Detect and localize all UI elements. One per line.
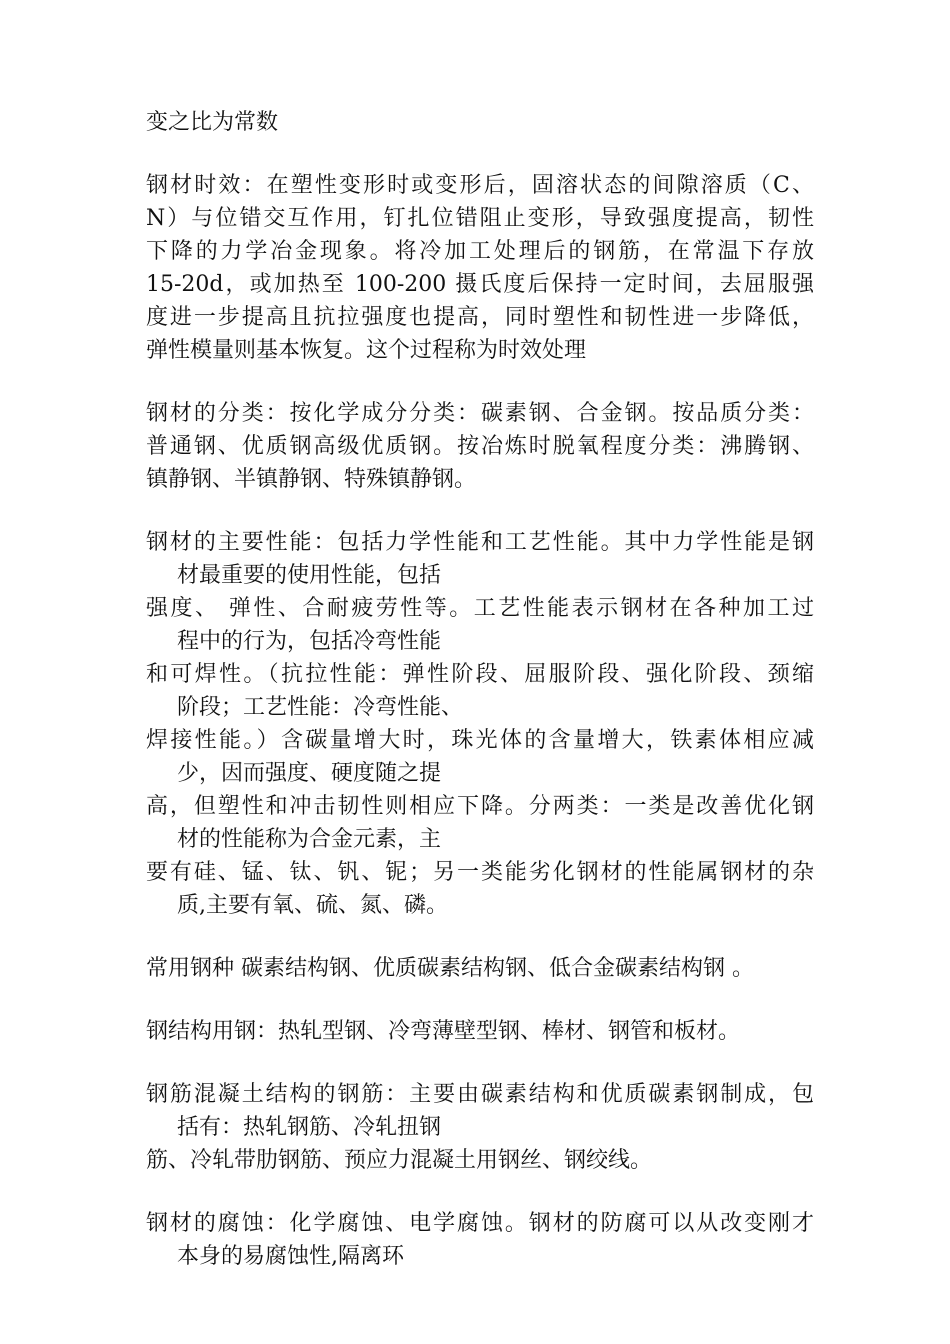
text-line: 阶段；工艺性能：冷弯性能、: [177, 695, 464, 720]
text-line: 要有硅、锰、钛、钒、铌；另一类能劣化钢材的性能属钢材的杂: [146, 860, 814, 885]
text-line: 钢材的腐蚀：化学腐蚀、电学腐蚀。钢材的防腐可以从改变刚才: [146, 1211, 814, 1236]
paragraph: [146, 106, 814, 139]
text-line: 括有：热轧钢筋、冷轧扭钢: [177, 1115, 442, 1140]
paragraph: [146, 169, 814, 367]
text-line: 本身的易腐蚀性,隔离环: [177, 1244, 404, 1269]
text-line: 变之比为常数: [146, 110, 279, 135]
text-line: 筋、冷轧带肋钢筋、预应力混凝土用钢丝、钢绞线。: [146, 1148, 653, 1173]
text-line: 下降的力学冶金现象。将冷加工处理后的钢筋，在常温下存放: [146, 239, 814, 264]
text-line: 程中的行为，包括冷弯性能: [177, 629, 442, 654]
paragraph: [146, 1078, 814, 1177]
text-line: 度进一步提高且抗拉强度也提高，同时塑性和韧性进一步降低，: [146, 305, 814, 330]
paragraph: [146, 397, 814, 496]
text-line: 和可焊性。（抗拉性能：弹性阶段、屈服阶段、强化阶段、颈缩: [146, 662, 814, 687]
text-line: 强度、 弹性、合耐疲劳性等。工艺性能表示钢材在各种加工过: [146, 596, 814, 621]
paragraph: [146, 1015, 814, 1048]
text-line: 普通钢、优质钢高级优质钢。按冶炼时脱氧程度分类：沸腾钢、: [146, 434, 814, 459]
text-line: 钢材的主要性能：包括力学性能和工艺性能。其中力学性能是钢: [146, 530, 814, 555]
paragraph: [146, 1207, 814, 1273]
text-line: 焊接性能。）含碳量增大时，珠光体的含量增大，铁素体相应减: [146, 728, 814, 753]
text-line: 镇静钢、半镇静钢、特殊镇静钢。: [146, 467, 477, 492]
text-line: 钢材时效：在塑性变形时或变形后，固溶状态的间隙溶质（C、: [146, 173, 814, 198]
text-line: 高，但塑性和冲击韧性则相应下降。分两类：一类是改善优化钢: [146, 794, 814, 819]
text-line: 钢结构用钢：热轧型钢、冷弯薄壁型钢、棒材、钢管和板材。: [146, 1019, 741, 1044]
paragraph: [146, 526, 814, 922]
text-line: 15-20d，或加热至 100-200 摄氏度后保持一定时间，去屈服强: [146, 272, 814, 297]
text-line: N）与位错交互作用，钉扎位错阻止变形，导致强度提高，韧性: [146, 206, 814, 231]
text-line: 钢材的分类：按化学成分分类：碳素钢、合金钢。按品质分类：: [146, 401, 814, 426]
text-line: 材的性能称为合金元素，主: [177, 827, 442, 852]
text-line: 材最重要的使用性能，包括: [177, 563, 442, 588]
text-line: 弹性模量则基本恢复。这个过程称为时效处理: [146, 338, 587, 363]
paragraph: [146, 952, 814, 985]
text-line: 质,主要有氧、硫、氮、磷。: [177, 893, 448, 918]
document-body: [146, 106, 814, 1303]
text-line: 少，因而强度、硬度随之提: [177, 761, 442, 786]
text-line: 常用钢种 碳素结构钢、优质碳素结构钢、低合金碳素结构钢 。: [146, 956, 754, 981]
text-line: 钢筋混凝土结构的钢筋：主要由碳素结构和优质碳素钢制成，包: [146, 1082, 814, 1107]
